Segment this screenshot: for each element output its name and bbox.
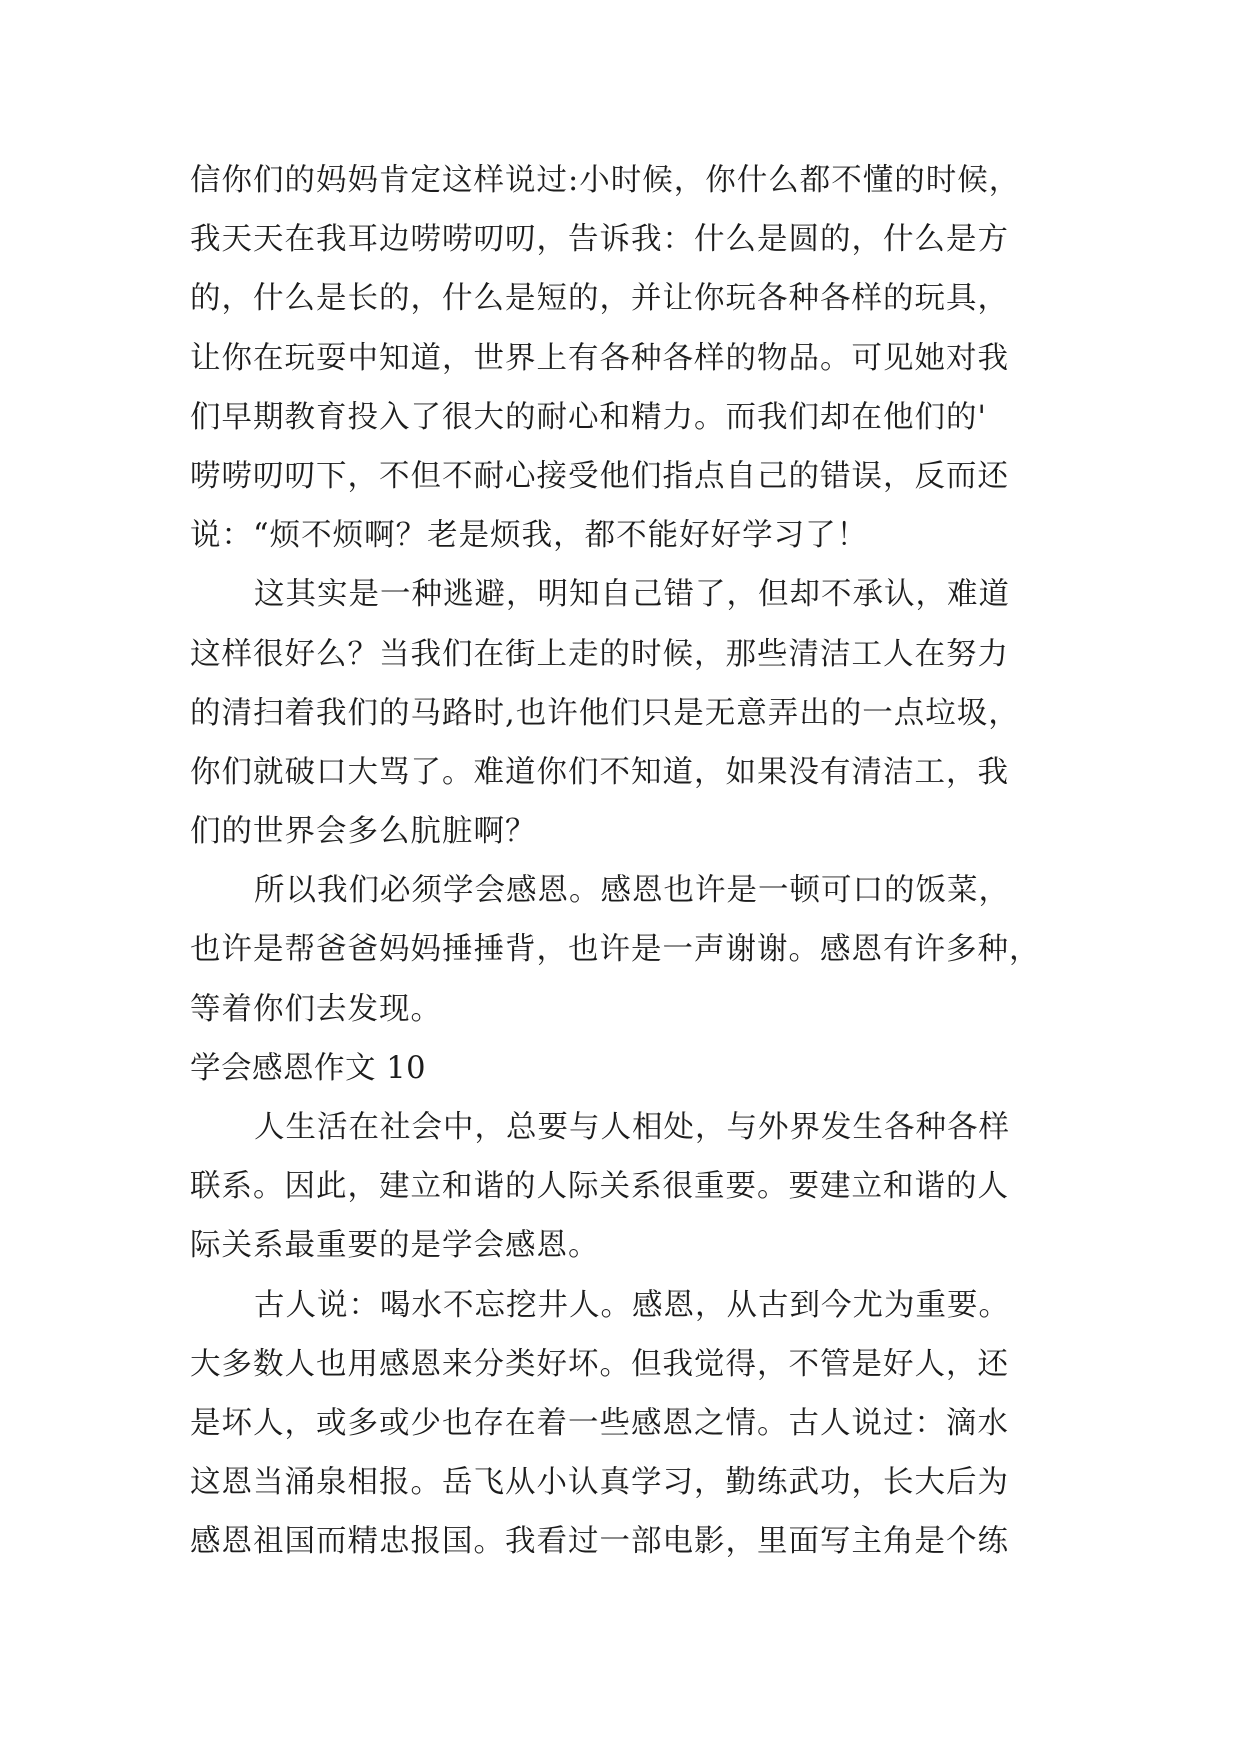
text-line: 的清扫着我们的马路时,也许他们只是无意弄出的一点垃圾， <box>190 695 1020 731</box>
text-line: 唠唠叨叨下，不但不耐心接受他们指点自己的错误，反而还 <box>190 458 1009 494</box>
text-line: 等着你们去发现。 <box>190 991 442 1027</box>
text-line: 这样很好么？当我们在街上走的时候，那些清洁工人在努力 <box>190 636 1009 672</box>
paragraph-first-line: 人生活在社会中，总要与人相处，与外界发生各种各样 <box>254 1110 1010 1145</box>
text-line: 的，什么是长的，什么是短的，并让你玩各种各样的玩具， <box>190 281 1009 317</box>
text-line: 是坏人，或多或少也存在着一些感恩之情。古人说过：滴水 <box>190 1405 1009 1441</box>
section-heading: 学会感恩作文 10 <box>190 1050 427 1086</box>
text-line: 这恩当涌泉相报。岳飞从小认真学习，勤练武功，长大后为 <box>190 1465 1009 1501</box>
paragraph-first-line: 所以我们必须学会感恩。感恩也许是一顿可口的饭菜， <box>254 873 1010 909</box>
text-line: 感恩祖国而精忠报国。我看过一部电影，里面写主角是个练 <box>190 1524 1009 1560</box>
text-line: 说：“烦不烦啊？老是烦我，都不能好好学习了！ <box>190 518 869 554</box>
text-line: 大多数人也用感恩来分类好坏。但我觉得，不管是好人，还 <box>190 1346 1009 1382</box>
text-line: 联系。因此，建立和谐的人际关系很重要。要建立和谐的人 <box>190 1169 1009 1205</box>
text-line: 也许是帮爸爸妈妈捶捶背，也许是一声谢谢。感恩有许多种， <box>190 932 1041 968</box>
paragraph-first-line: 古人说：喝水不忘挖井人。感恩，从古到今尤为重要。 <box>254 1287 1010 1323</box>
text-line: 我天天在我耳边唠唠叨叨，告诉我：什么是圆的，什么是方 <box>190 222 1009 258</box>
text-line: 们的世界会多么肮脏啊？ <box>190 814 537 850</box>
text-line: 让你在玩耍中知道，世界上有各种各样的物品。可见她对我 <box>190 340 1009 376</box>
text-line: 你们就破口大骂了。难道你们不知道，如果没有清洁工，我 <box>190 754 1009 790</box>
paragraph-first-line: 这其实是一种逃避，明知自己错了，但却不承认，难道 <box>254 577 1010 613</box>
text-line: 们早期教育投入了很大的耐心和精力。而我们却在他们的' <box>190 399 987 435</box>
document-body <box>190 151 1052 1572</box>
text-line: 际关系最重要的是学会感恩。 <box>190 1228 600 1264</box>
text-line: 信你们的妈妈肯定这样说过:小时候，你什么都不懂的时候， <box>190 163 1021 198</box>
